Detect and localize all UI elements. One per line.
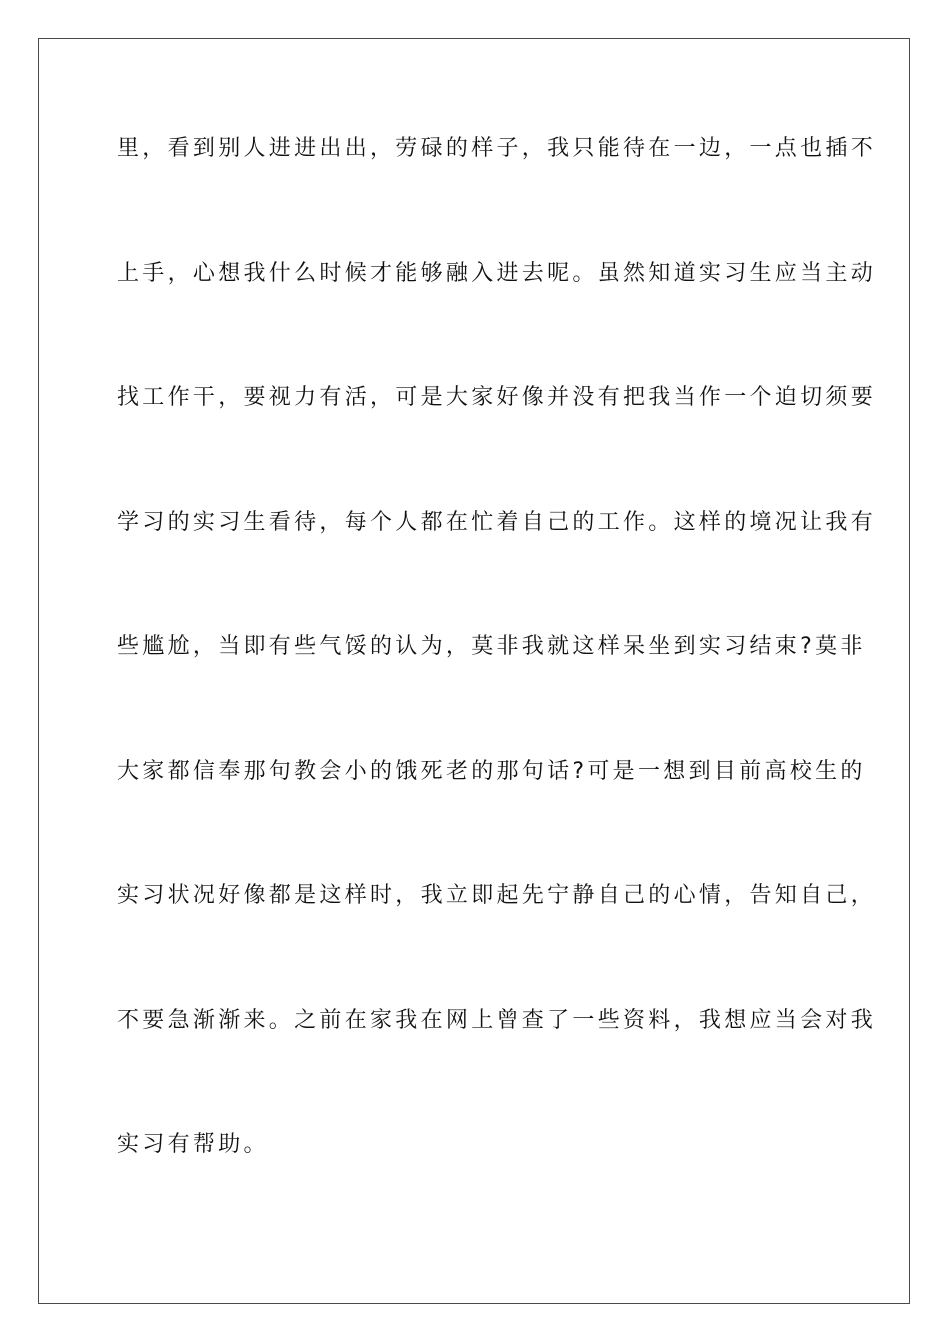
text-line: 上手，心想我什么时候才能够融入进去呢。虽然知道实习生应当主动	[117, 261, 877, 286]
text-line: 找工作干，要视力有活，可是大家好像并没有把我当作一个迫切须要	[117, 385, 877, 410]
page-border	[38, 38, 910, 1304]
text-line: 实习状况好像都是这样时，我立即起先宁静自己的心情，告知自己，	[117, 883, 877, 908]
text-line: 不要急渐渐来。之前在家我在网上曾查了一些资料，我想应当会对我	[117, 1008, 877, 1033]
text-line: 些尴尬，当即有些气馁的认为，莫非我就这样呆坐到实习结束?莫非	[117, 634, 866, 659]
text-line: 大家都信奉那句教会小的饿死老的那句话?可是一想到目前高校生的	[117, 759, 866, 784]
text-line: 里，看到别人进进出出，劳碌的样子，我只能待在一边，一点也插不	[117, 136, 877, 161]
text-line: 学习的实习生看待，每个人都在忙着自己的工作。这样的境况让我有	[117, 510, 877, 535]
text-line: 实习有帮助。	[117, 1132, 269, 1157]
